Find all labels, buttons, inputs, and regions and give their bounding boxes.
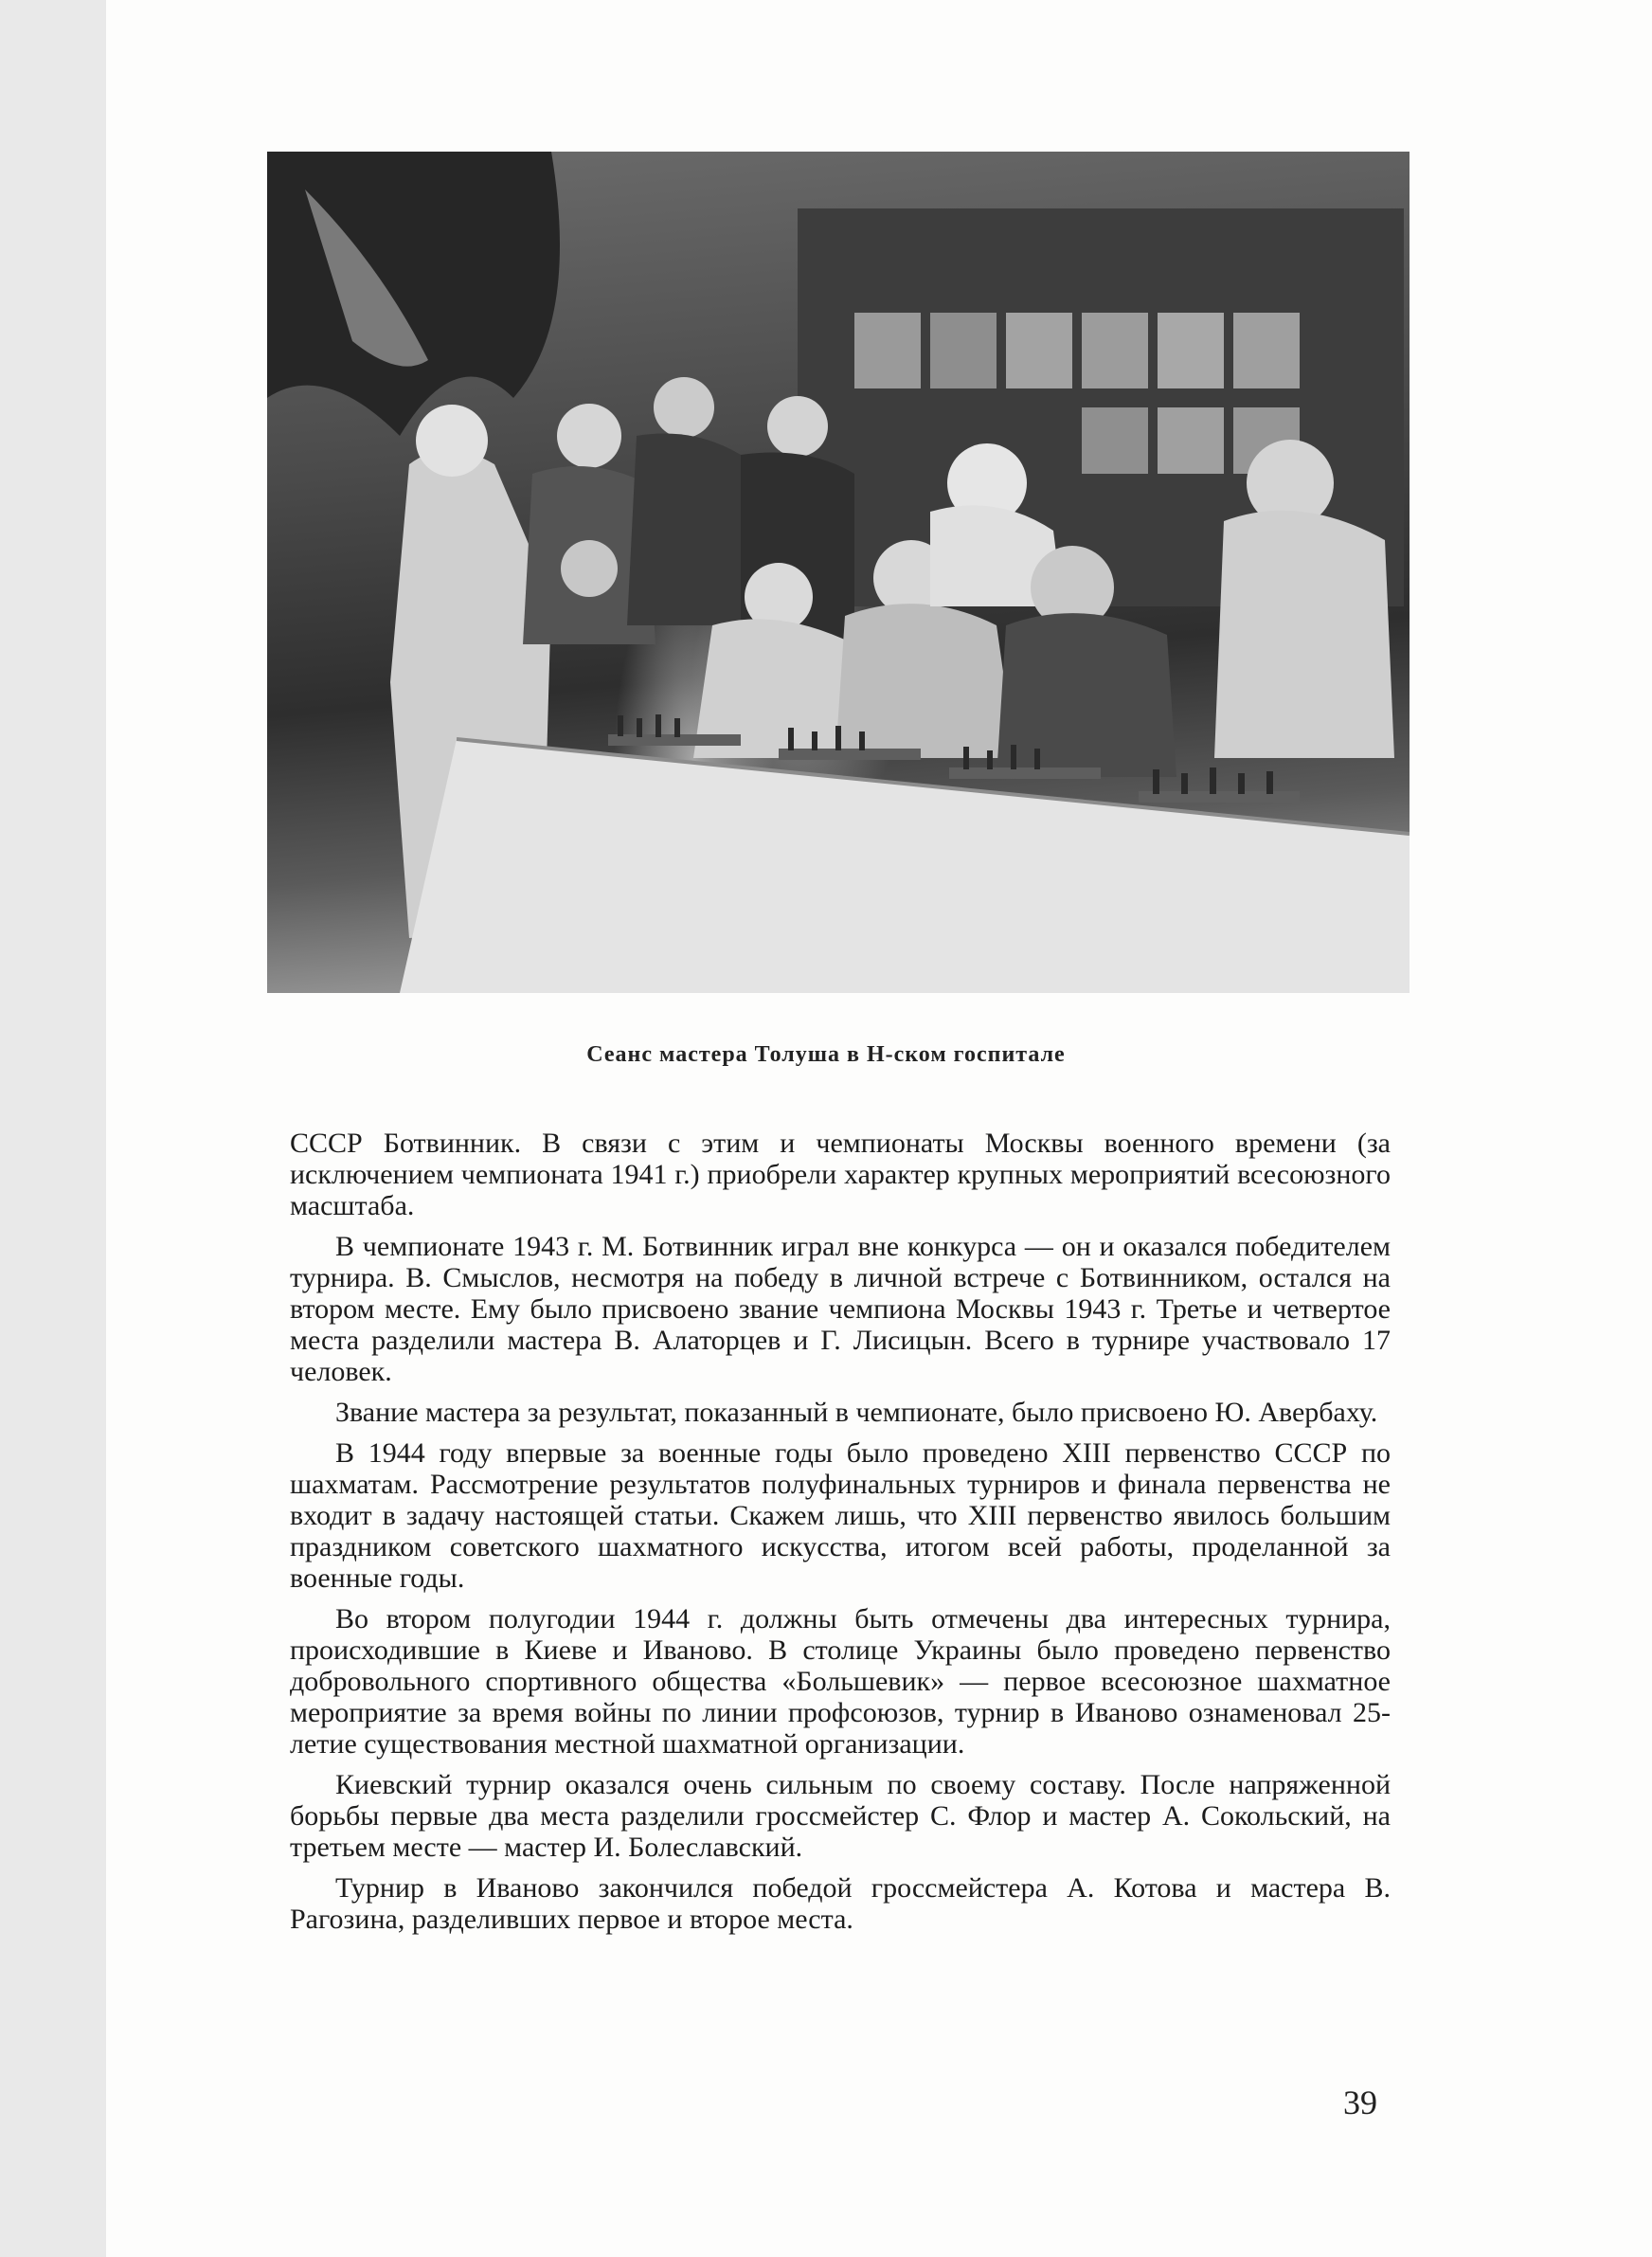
paragraph: СССР Ботвинник. В связи с этим и чемпионаты Москвы военного времени (за исключением чемпионата 1941 г.) приобрели характер крупных мероприятий всесоюзного масштаба. [290,1128,1391,1221]
paragraph: Турнир в Иваново закончился победой гроссмейстера А. Котова и мастера В. Рагозина, разделивших первое и второе места. [290,1872,1391,1935]
article-body [290,1128,1391,1944]
photo-illustration [267,152,1410,993]
paragraph: Киевский турнир оказался очень сильным по своему составу. После напряженной борьбы первые два места разделили гроссмейстер С. Флор и мастер А. Сокольский, на третьем месте — мастер И. Болеславский. [290,1769,1391,1863]
paragraph: Во втором полугодии 1944 г. должны быть отмечены два интересных турнира, происходившие в Киеве и Иваново. В столице Украины было проведено первенство добровольного спортивного общества «Большевик» — первое всесоюзное шахматное мероприятие за время войны по линии профсоюзов, турнир в Иваново ознаменовал 25-летие существования местной шахматной организации. [290,1603,1391,1760]
page-number: 39 [1343,2084,1377,2122]
page-margin-shadow [0,0,106,2257]
photo-caption: Сеанс мастера Толуша в Н-ском госпитале [586,1042,1066,1067]
photograph-chess-simul [267,152,1410,993]
paragraph: В 1944 году впервые за военные годы было проведено XIII первенство СССР по шахматам. Рассмотрение результатов полуфинальных турниров и финала первенства не входит в задачу настоящей статьи. Скажем лишь, что XIII первенство явилось большим праздником советского шахматного искусства, итогом всей работы, проделанной за военные годы. [290,1437,1391,1594]
paragraph: Звание мастера за результат, показанный в чемпионате, было присвоено Ю. Авербаху. [335,1397,1378,1428]
paragraph: В чемпионате 1943 г. М. Ботвинник играл вне конкурса — он и оказался победителем турнира. В. Смыслов, несмотря на победу в личной встрече с Ботвинником, остался на втором месте. Ему было присвоено звание чемпиона Москвы 1943 г. Третье и четвертое места разделили мастера В. Алаторцев и Г. Лисицын. Всего в турнире участвовало 17 человек. [290,1231,1391,1387]
